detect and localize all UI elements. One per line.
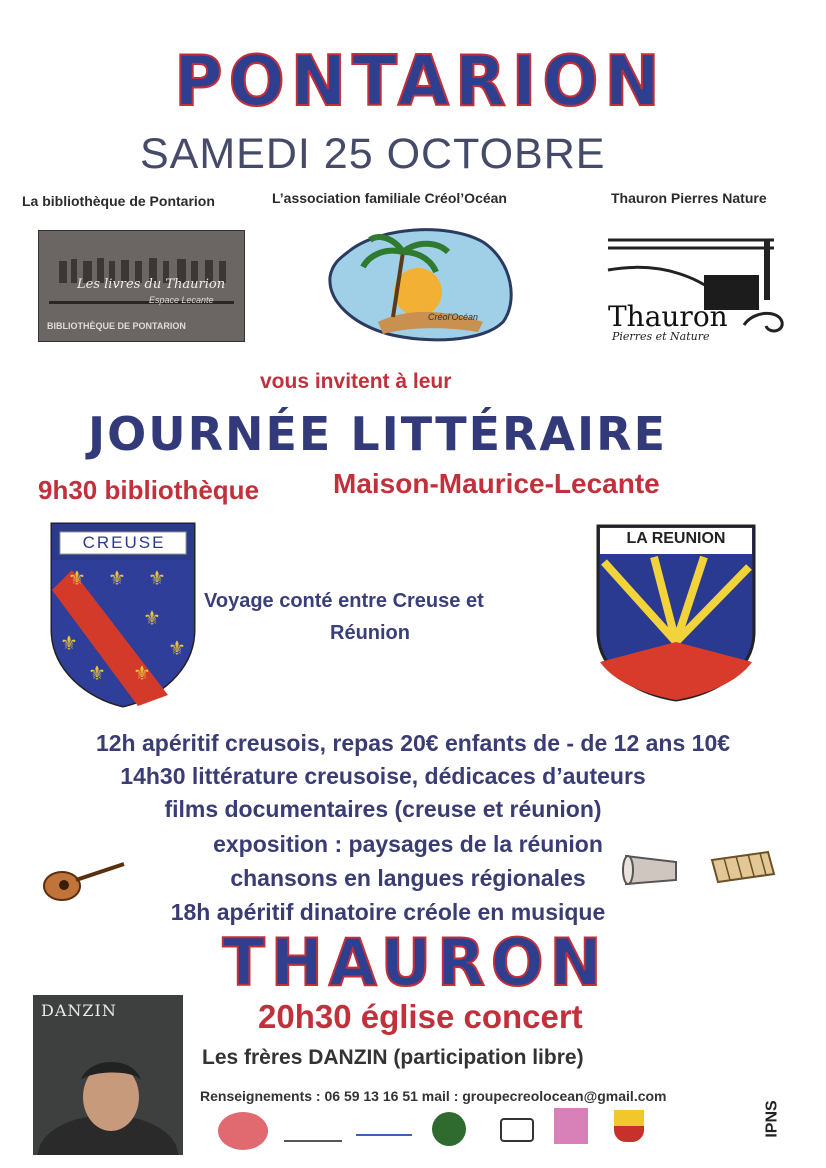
reunion-shield <box>594 522 758 704</box>
svg-text:⚜: ⚜ <box>168 638 186 660</box>
ipns-label: IPNS <box>763 1100 781 1138</box>
thauron-logo <box>604 230 794 345</box>
svg-text:⚜: ⚜ <box>88 663 106 685</box>
sponsor-logo-2 <box>284 1118 342 1142</box>
contact-info: Renseignements : 06 59 13 16 51 mail : groupecreolocean@gmail.com <box>200 1088 667 1104</box>
sponsor-logo-1 <box>218 1112 268 1150</box>
evening-town-title: THAURON <box>222 924 608 1001</box>
program-line-6: 18h apéritif dinatoire créole en musique <box>170 899 606 925</box>
association-logo-caption: Créol’Océan <box>428 312 479 322</box>
organizer-thauron-name: Thauron Pierres Nature <box>611 190 767 206</box>
svg-text:⚜: ⚜ <box>108 568 126 590</box>
creuse-shield <box>48 520 198 710</box>
svg-text:⚜: ⚜ <box>133 663 151 685</box>
program-line-4: exposition : paysages de la réunion <box>213 831 603 857</box>
program-line-5: chansons en langues régionales <box>230 865 586 891</box>
library-logo <box>38 230 245 342</box>
sponsor-logo-5 <box>500 1118 534 1142</box>
band-text: Les frères DANZIN (participation libre) <box>202 1046 584 1069</box>
kayamb-icon <box>708 848 778 888</box>
event-date: SAMEDI 25 OCTOBRE <box>140 130 606 178</box>
album-cover-title: DANZIN <box>41 1001 117 1020</box>
sponsor-logo-6 <box>554 1108 588 1144</box>
invite-text: vous invitent à leur <box>260 370 452 393</box>
sponsor-logo-7 <box>614 1110 644 1142</box>
creuse-shield-label: CREUSE <box>82 533 166 552</box>
organizer-association-name: L’association familiale Créol’Océan <box>272 190 507 206</box>
library-logo-subtitle: Espace Lecante <box>149 295 214 305</box>
voyage-line-1: Voyage conté entre Creuse et <box>204 590 484 612</box>
sponsor-logo-3 <box>356 1122 412 1136</box>
thauron-logo-name: Thauron <box>608 300 728 333</box>
library-logo-caption: BIBLIOTHÈQUE DE PONTARION <box>47 321 186 331</box>
svg-text:⚜: ⚜ <box>148 568 166 590</box>
morning-time-place: 9h30 bibliothèque <box>38 475 260 505</box>
album-cover <box>33 995 183 1155</box>
reunion-shield-label: LA REUNION <box>626 530 726 547</box>
association-logo <box>318 222 523 347</box>
event-title: JOURNÉE LITTÉRAIRE <box>88 407 667 461</box>
thauron-logo-tagline: Pierres et Nature <box>612 330 710 343</box>
program-line-2: 14h30 littérature creusoise, dédicaces d’auteurs <box>120 763 646 789</box>
voyage-line-2: Réunion <box>330 622 410 644</box>
svg-text:⚜: ⚜ <box>68 568 86 590</box>
guitar-icon <box>42 856 132 906</box>
library-logo-title: Les livres du Thaurion <box>77 277 226 292</box>
reunion-coat-of-arms-icon <box>594 522 758 704</box>
program-line-1: 12h apéritif creusois, repas 20€ enfants de - de 12 ans 10€ <box>95 730 731 756</box>
reunion-island-icon <box>318 222 523 347</box>
svg-text:⚜: ⚜ <box>60 633 78 655</box>
drum-icon <box>622 848 682 888</box>
morning-venue: Maison-Maurice-Lecante <box>333 468 660 499</box>
program-line-3: films documentaires (creuse et réunion) <box>164 796 602 822</box>
town-title: PONTARION <box>174 41 666 122</box>
concert-text: 20h30 église concert <box>258 998 583 1035</box>
sponsor-logo-4 <box>432 1112 466 1146</box>
organizer-library-name: La bibliothèque de Pontarion <box>22 193 215 209</box>
singer-portrait-icon <box>33 1035 183 1155</box>
svg-text:⚜: ⚜ <box>143 608 161 630</box>
